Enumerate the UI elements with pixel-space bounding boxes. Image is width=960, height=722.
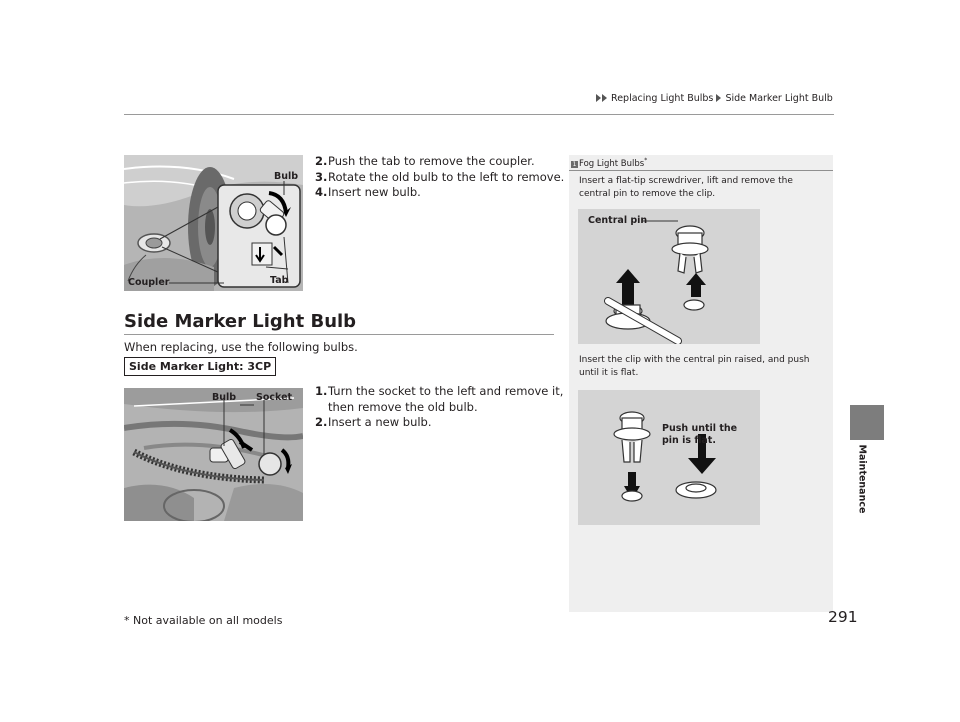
side-marker-illustration xyxy=(124,388,303,521)
side-marker-figure xyxy=(124,388,303,521)
step-item: 1. Turn the socket to the left and remove it, xyxy=(315,384,564,398)
step-item-continued: then remove the old bulb. xyxy=(328,399,478,414)
breadcrumb-parent[interactable]: Replacing Light Bulbs xyxy=(611,93,714,104)
fig-label-push-line2: pin is flat. xyxy=(662,435,716,446)
note-paragraph: Insert the clip with the central pin raised, and push until it is flat. xyxy=(579,355,810,378)
fig-label-socket: Socket xyxy=(256,392,293,403)
breadcrumb-arrow-icon xyxy=(596,94,601,102)
central-pin-figure xyxy=(578,209,760,344)
section-divider xyxy=(124,334,554,335)
step-item: 4. Insert new bulb. xyxy=(315,185,421,199)
side-marker-steps xyxy=(315,384,563,431)
footnote: * Not available on all models xyxy=(124,614,283,627)
header-divider xyxy=(124,114,834,115)
bulb-spec-box: Side Marker Light: 3CP xyxy=(124,357,276,376)
page-number: 291 xyxy=(828,608,858,626)
breadcrumb-arrow-icon xyxy=(602,94,607,102)
fig-label-tab: Tab xyxy=(270,275,289,286)
breadcrumb-current[interactable]: Side Marker Light Bulb xyxy=(725,93,833,104)
section-title: Side Marker Light Bulb xyxy=(124,311,357,332)
clip-insert-figure xyxy=(578,390,760,525)
breadcrumb xyxy=(596,93,833,104)
clip-insert-illustration xyxy=(578,390,760,525)
chapter-tab[interactable] xyxy=(850,405,884,440)
step-item: 2. Insert a new bulb. xyxy=(315,415,432,429)
step-item: 2. Push the tab to remove the coupler. xyxy=(315,154,535,168)
note-divider xyxy=(569,170,833,171)
fig-label-bulb: Bulb xyxy=(274,171,299,182)
fog-light-figure xyxy=(124,155,303,291)
note-title: 1 Fog Light Bulbs* xyxy=(572,157,648,169)
step-item: 3. Rotate the old bulb to the left to remove. xyxy=(315,169,565,184)
fig-label-push-line1: Push until the xyxy=(662,423,738,434)
clip-removal-illustration xyxy=(578,209,760,344)
breadcrumb-arrow-icon xyxy=(716,94,721,102)
section-intro: When replacing, use the following bulbs. xyxy=(124,340,358,354)
fog-light-steps xyxy=(315,154,564,201)
fig-label-central-pin: Central pin xyxy=(588,215,648,226)
fig-label-coupler: Coupler xyxy=(128,277,170,288)
chapter-label: Maintenance xyxy=(856,444,868,514)
reference-icon: 1 xyxy=(572,160,577,168)
note-paragraph: Insert a flat-tip screwdriver, lift and remove the central pin to remove the clip. xyxy=(579,176,793,199)
fig-label-bulb: Bulb xyxy=(212,392,237,403)
